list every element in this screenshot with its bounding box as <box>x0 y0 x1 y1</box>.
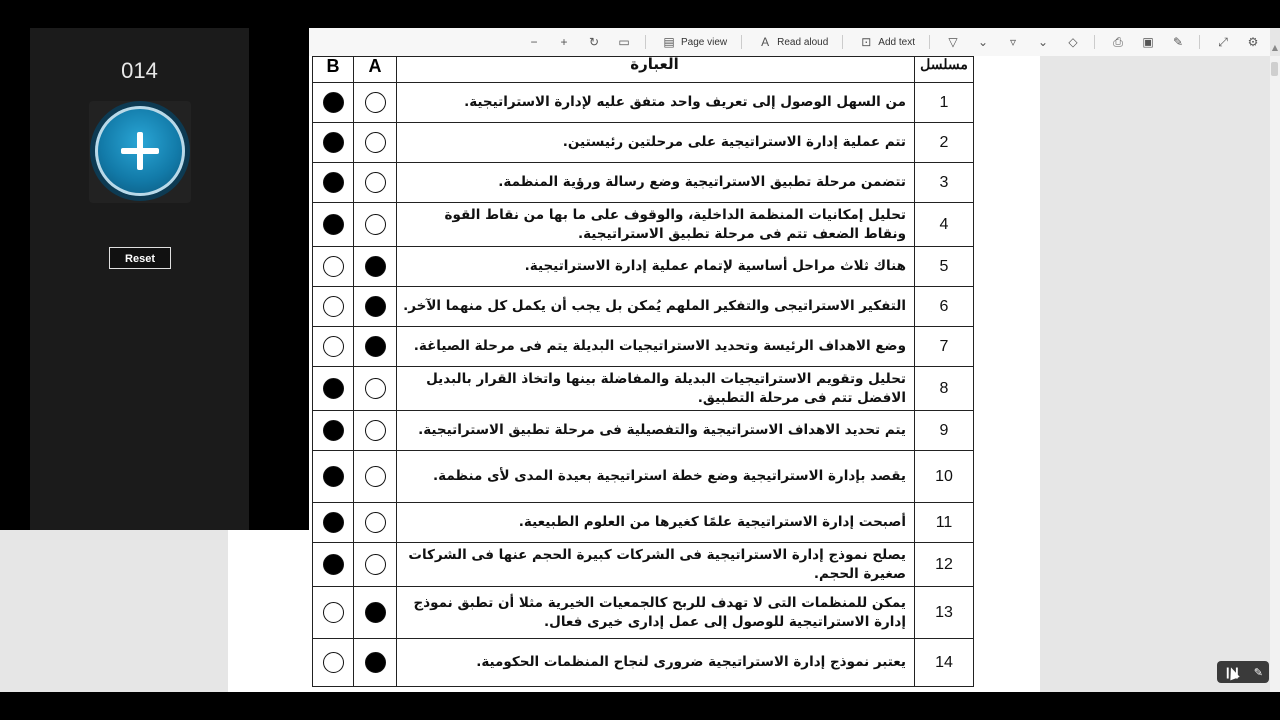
save-as-icon: ✎ <box>1172 35 1184 49</box>
table-row <box>313 123 974 163</box>
option-b-cell <box>313 287 354 327</box>
statement-text: التفكير الاستراتيجى والتفكير الملهم يُمكن بل يجب أن يكمل كل منهما الآخر. <box>397 287 915 327</box>
table-row <box>313 367 974 411</box>
option-b-radio[interactable] <box>323 296 344 317</box>
print-button[interactable] <box>1111 35 1125 49</box>
option-a-cell <box>354 203 397 247</box>
toolbar-divider <box>929 35 930 49</box>
pause-icon[interactable]: ❙❙ <box>1223 665 1242 679</box>
option-a-radio[interactable] <box>365 554 386 575</box>
option-a-cell <box>354 247 397 287</box>
draw-icon: ▽ <box>948 35 958 49</box>
option-b-cell <box>313 411 354 451</box>
serial-number: 10 <box>915 451 974 503</box>
settings-button[interactable] <box>1246 35 1260 49</box>
overlay-left-margin <box>0 28 30 530</box>
table-row <box>313 247 974 287</box>
option-a-cell <box>354 83 397 123</box>
fit-page-icon: ▭ <box>618 35 630 49</box>
zoom-in-button[interactable] <box>557 35 571 49</box>
table-row <box>313 543 974 587</box>
option-b-radio[interactable] <box>323 602 344 623</box>
zoom-out-button[interactable] <box>527 35 541 49</box>
serial-number: 12 <box>915 543 974 587</box>
serial-number: 7 <box>915 327 974 367</box>
save-as-button[interactable] <box>1171 35 1185 49</box>
option-b-cell <box>313 367 354 411</box>
highlight-button[interactable] <box>1006 35 1020 49</box>
option-b-radio[interactable] <box>323 92 344 113</box>
table-row <box>313 451 974 503</box>
pdf-toolbar <box>309 28 1270 56</box>
statement-text: هناك ثلاث مراحل أساسية لإتمام عملية إدارة الاستراتيجية. <box>397 247 915 287</box>
option-b-cell <box>313 587 354 639</box>
fullscreen-button[interactable] <box>1216 35 1230 49</box>
option-b-radio[interactable] <box>323 132 344 153</box>
option-a-cell <box>354 639 397 687</box>
plus-circle-icon[interactable] <box>95 106 185 196</box>
highlight-icon: ▿ <box>1009 35 1017 49</box>
draw-options-button[interactable] <box>976 35 990 49</box>
option-b-cell <box>313 451 354 503</box>
option-a-cell <box>354 543 397 587</box>
statement-text: يصلح نموذج إدارة الاستراتيجية فى الشركات كبيرة الحجم عنها فى الشركات صغيرة الحجم. <box>397 543 915 587</box>
option-b-radio[interactable] <box>323 336 344 357</box>
option-b-radio[interactable] <box>323 466 344 487</box>
option-a-radio[interactable] <box>365 420 386 441</box>
floating-controls <box>1217 661 1269 683</box>
option-a-radio[interactable] <box>365 256 386 277</box>
highlight-options-button[interactable] <box>1036 35 1050 49</box>
serial-number: 3 <box>915 163 974 203</box>
statement-text: يتم تحديد الاهداف الاستراتيجية والتفصيلية فى مرحلة تطبيق الاستراتيجية. <box>397 411 915 451</box>
option-a-cell <box>354 287 397 327</box>
draw-button[interactable] <box>946 35 960 49</box>
table-header-row <box>313 57 974 83</box>
option-b-cell <box>313 123 354 163</box>
eraser-icon: ◇ <box>1068 35 1078 49</box>
page-view-button[interactable] <box>662 35 727 49</box>
table-row <box>313 163 974 203</box>
option-b-radio[interactable] <box>323 554 344 575</box>
option-b-radio[interactable] <box>323 378 344 399</box>
read-aloud-button[interactable] <box>758 35 828 49</box>
expand-icon: ⤢ <box>1218 35 1228 49</box>
table-row <box>313 327 974 367</box>
add-text-label: Add text <box>878 36 915 48</box>
option-a-radio[interactable] <box>365 652 386 673</box>
option-a-cell <box>354 411 397 451</box>
serial-number: 1 <box>915 83 974 123</box>
vertical-scrollbar[interactable] <box>1270 56 1280 692</box>
option-a-cell <box>354 451 397 503</box>
print-icon: ⎙ <box>1113 35 1123 49</box>
option-b-radio[interactable] <box>323 420 344 441</box>
statement-text: تتم عملية إدارة الاستراتيجية على مرحلتين رئيستين. <box>397 123 915 163</box>
fit-page-button[interactable] <box>617 35 631 49</box>
option-a-cell <box>354 163 397 203</box>
option-b-cell <box>313 83 354 123</box>
option-b-cell <box>313 327 354 367</box>
statement-text: من السهل الوصول إلى تعريف واحد متفق عليه لإدارة الاستراتيجية. <box>397 83 915 123</box>
pen-icon[interactable]: ✎ <box>1253 665 1263 679</box>
option-a-cell <box>354 587 397 639</box>
serial-number: 13 <box>915 587 974 639</box>
option-a-radio[interactable] <box>365 92 386 113</box>
option-b-cell <box>313 203 354 247</box>
toolbar-divider <box>1094 35 1095 49</box>
overlay-right-margin <box>249 28 309 530</box>
option-a-radio[interactable] <box>365 602 386 623</box>
option-a-radio[interactable] <box>365 132 386 153</box>
serial-number: 14 <box>915 639 974 687</box>
counter-value: 014 <box>121 58 158 83</box>
option-a-radio[interactable] <box>365 214 386 235</box>
table-row <box>313 83 974 123</box>
chevron-down-icon: ⌄ <box>1037 35 1049 49</box>
option-a-cell <box>354 367 397 411</box>
option-a-radio[interactable] <box>365 296 386 317</box>
save-icon: ▣ <box>1142 35 1154 49</box>
erase-button[interactable] <box>1066 35 1080 49</box>
statement-text: وضع الاهداف الرئيسة وتحديد الاستراتيجيات البديلة يتم فى مرحلة الصياغة. <box>397 327 915 367</box>
option-a-radio[interactable] <box>365 172 386 193</box>
serial-number: 5 <box>915 247 974 287</box>
table-row <box>313 287 974 327</box>
toolbar-divider <box>645 35 646 49</box>
option-a-cell <box>354 327 397 367</box>
toolbar-divider <box>741 35 742 49</box>
option-b-cell <box>313 503 354 543</box>
chevron-down-icon: ⌄ <box>977 35 989 49</box>
gear-icon: ⚙ <box>1247 35 1259 49</box>
plus-icon: + <box>560 35 568 49</box>
top-letterbox <box>0 0 1280 28</box>
serial-number: 11 <box>915 503 974 543</box>
add-text-icon: ⊡ <box>861 35 872 49</box>
header-a: A <box>354 57 397 83</box>
serial-number: 4 <box>915 203 974 247</box>
option-a-radio[interactable] <box>365 336 386 357</box>
serial-number: 8 <box>915 367 974 411</box>
table-row <box>313 639 974 687</box>
toolbar-divider <box>842 35 843 49</box>
option-b-radio[interactable] <box>323 256 344 277</box>
serial-number: 2 <box>915 123 974 163</box>
read-aloud-icon: A <box>761 35 770 49</box>
statement-text: تحليل إمكانيات المنظمة الداخلية، والوقوف على ما بها من نقاط القوة ونقاط الضعف تتم فى مرحلة تطبيق الاستراتيجية. <box>397 203 915 247</box>
statement-text: يعتبر نموذج إدارة الاستراتيجية ضرورى لنجاح المنظمات الحكومية. <box>397 639 915 687</box>
read-aloud-label: Read aloud <box>777 36 829 48</box>
option-b-radio[interactable] <box>323 512 344 533</box>
table-row <box>313 411 974 451</box>
scrollbar-thumb[interactable] <box>1271 62 1278 76</box>
rotate-button[interactable] <box>587 35 601 49</box>
serial-number: 9 <box>915 411 974 451</box>
minus-icon: − <box>530 35 538 49</box>
option-b-cell <box>313 247 354 287</box>
answer-table <box>312 56 974 687</box>
header-serial: مسلسل <box>915 57 974 83</box>
page-view-label: Page view <box>681 36 728 48</box>
table-row <box>313 503 974 543</box>
option-b-radio[interactable] <box>323 214 344 235</box>
statement-text: يقصد بإدارة الاستراتيجية وضع خطة استراتيجية بعيدة المدى لأى منظمة. <box>397 451 915 503</box>
statement-text: تحليل وتقويم الاستراتيجيات البديلة والمفاضلة بينها واتخاذ القرار بالبديل الافضل تتم فى مرحلة التطبيق. <box>397 367 915 411</box>
statement-text: أصبحت إدارة الاستراتيجية علمًا كغيرها من العلوم الطبيعية. <box>397 503 915 543</box>
rotate-icon: ↻ <box>588 35 600 49</box>
toolbar-divider <box>1199 35 1200 49</box>
table-row <box>313 203 974 247</box>
scroll-up-icon[interactable]: ▲ <box>1271 43 1279 52</box>
option-b-cell <box>313 163 354 203</box>
option-a-radio[interactable] <box>365 512 386 533</box>
header-statement: العبارة <box>397 57 915 83</box>
header-b: B <box>313 57 354 83</box>
bottom-letterbox <box>0 692 1280 720</box>
save-button[interactable] <box>1141 35 1155 49</box>
option-a-radio[interactable] <box>365 378 386 399</box>
option-a-radio[interactable] <box>365 466 386 487</box>
serial-number: 6 <box>915 287 974 327</box>
option-b-cell <box>313 543 354 587</box>
option-a-cell <box>354 123 397 163</box>
table-row <box>313 587 974 639</box>
option-b-cell <box>313 639 354 687</box>
statement-text: يمكن للمنظمات التى لا تهدف للربح كالجمعيات الخيرية مثلا أن تطبق نموذج إدارة الاستراتيجية للوصول إلى عمل إدارى خيرى فعال. <box>397 587 915 639</box>
statement-text: تتضمن مرحلة تطبيق الاستراتيجية وضع رسالة ورؤية المنظمة. <box>397 163 915 203</box>
option-a-cell <box>354 503 397 543</box>
reset-button[interactable]: Reset <box>109 247 171 269</box>
page-view-icon: ▤ <box>663 35 675 49</box>
option-b-radio[interactable] <box>323 172 344 193</box>
option-b-radio[interactable] <box>323 652 344 673</box>
add-text-button[interactable] <box>859 35 915 49</box>
